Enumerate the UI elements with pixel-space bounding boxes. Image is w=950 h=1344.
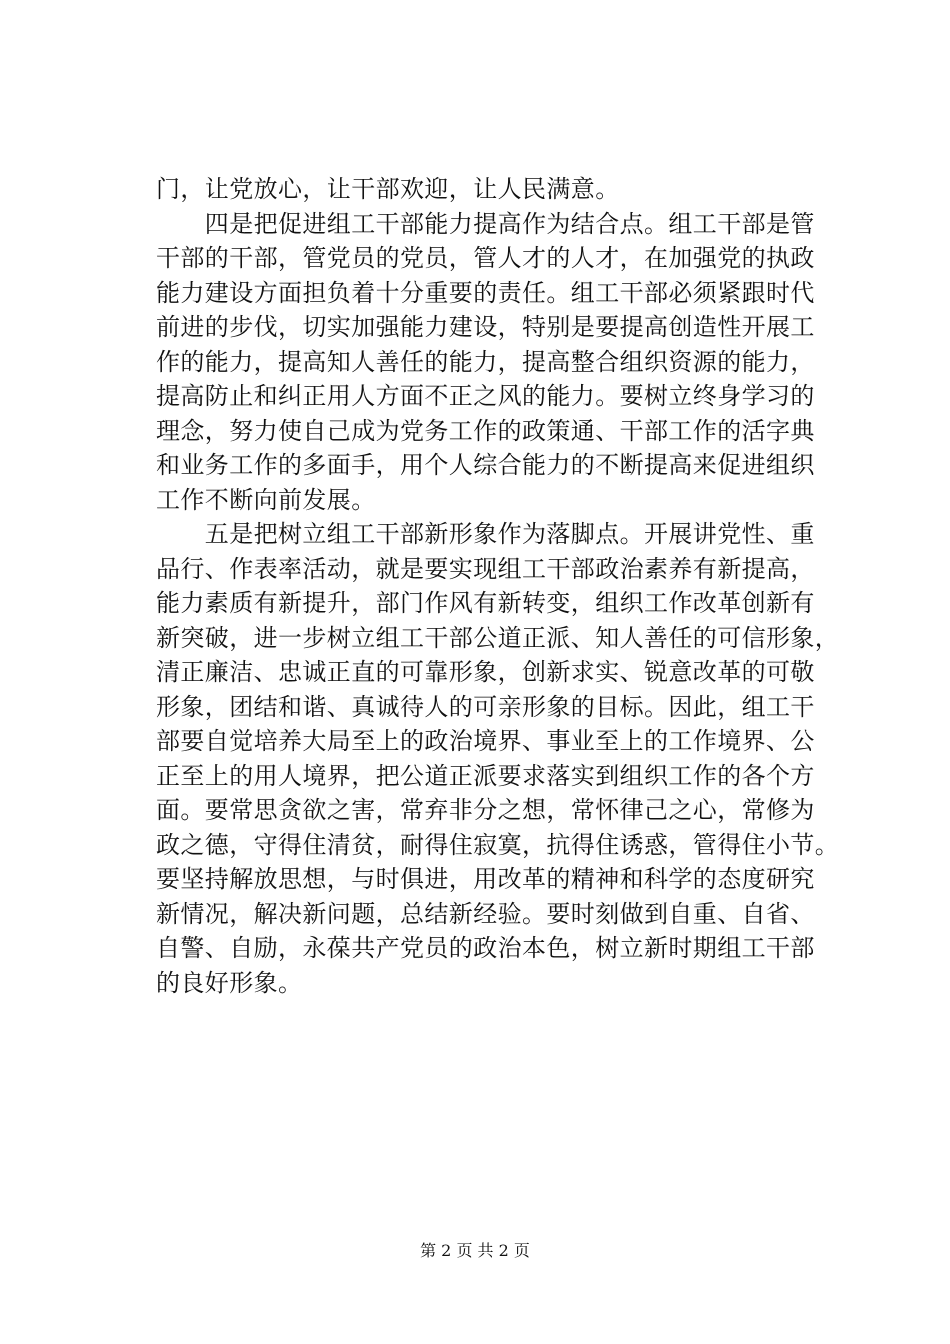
text-line: 和业务工作的多面手，用个人综合能力的不断提高来促进组织: [156, 451, 815, 479]
text-line: 四是把促进组工干部能力提高作为结合点。组工干部是管: [156, 209, 815, 238]
text-line: 清正廉洁、忠诚正直的可靠形象，创新求实、锐意改革的可敬: [156, 658, 815, 686]
text-line: 部要自觉培养大局至上的政治境界、事业至上的工作境界、公: [156, 727, 815, 755]
text-line: 政之德，守得住清贫，耐得住寂寞，抗得住诱惑，管得住小节。: [156, 830, 840, 859]
text-line: 工作不断向前发展。: [156, 485, 376, 514]
text-line: 面。要常思贪欲之害，常弃非分之想，常怀律己之心，常修为: [156, 796, 815, 824]
text-line: 干部的干部，管党员的党员，管人才的人才，在加强党的执政: [156, 244, 815, 272]
page-footer: [0, 1241, 950, 1261]
text-line: 形象，团结和谐、真诚待人的可亲形象的目标。因此，组工干: [156, 692, 815, 721]
text-line: 能力建设方面担负着十分重要的责任。组工干部必须紧跟时代: [156, 278, 815, 307]
text-line: 提高防止和纠正用人方面不正之风的能力。要树立终身学习的: [156, 382, 815, 410]
text-line: 新突破，进一步树立组工干部公道正派、知人善任的可信形象，: [156, 623, 840, 652]
text-line: 五是把树立组工干部新形象作为落脚点。开展讲党性、重: [156, 520, 815, 548]
text-line: 能力素质有新提升，部门作风有新转变，组织工作改革创新有: [156, 589, 815, 617]
text-line: 门，让党放心，让干部欢迎，让人民满意。: [156, 175, 620, 203]
text-line: 要坚持解放思想，与时俱进，用改革的精神和科学的态度研究: [156, 865, 815, 893]
text-line: 品行、作表率活动，就是要实现组工干部政治素养有新提高，: [156, 554, 815, 583]
text-line: 正至上的用人境界，把公道正派要求落实到组织工作的各个方: [156, 761, 815, 790]
text-line: 理念，努力使自己成为党务工作的政策通、干部工作的活字典: [156, 416, 815, 445]
text-line: 自警、自励，永葆共产党员的政治本色，树立新时期组工干部: [156, 934, 815, 962]
text-line: 新情况，解决新问题，总结新经验。要时刻做到自重、自省、: [156, 899, 815, 928]
text-line: 的良好形象。: [156, 968, 303, 997]
page-number-label: 第 2 页 共 2 页: [420, 1241, 530, 1260]
text-line: 作的能力，提高知人善任的能力，提高整合组织资源的能力，: [156, 347, 815, 376]
body-text: [156, 172, 840, 1000]
text-line: 前进的步伐，切实加强能力建设，特别是要提高创造性开展工: [156, 313, 815, 341]
